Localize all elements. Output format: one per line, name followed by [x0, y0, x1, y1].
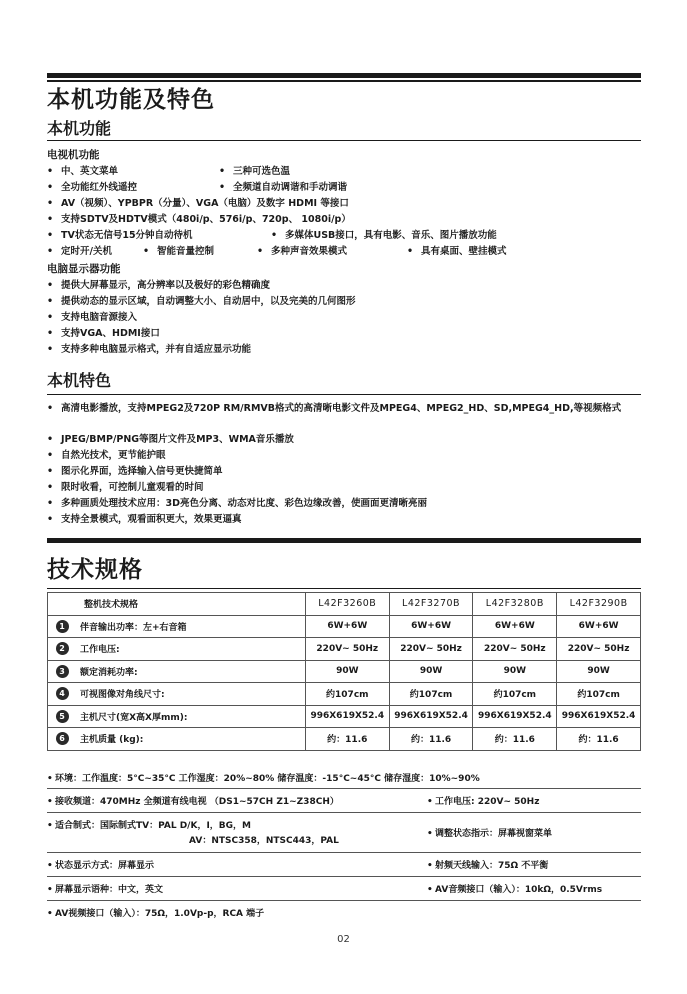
spec-value: 220V~ 50Hz: [473, 638, 557, 661]
tv-item: • 中、英文菜单: [47, 164, 118, 180]
spec-value: 220V~ 50Hz: [305, 638, 389, 661]
feature-item: • 支持全景模式，观看面积更大，效果更逼真: [47, 512, 242, 528]
pc-functions-subheading: 电脑显示器功能: [47, 263, 121, 275]
pc-item: • 提供大屏幕显示，高分辨率以及极好的彩色精确度: [47, 278, 270, 294]
spec-label: 主机质量 (kg):: [76, 728, 305, 751]
spec-row-number: [48, 705, 77, 728]
spec-value: 90W: [389, 660, 473, 683]
spec-value: 996X619X52.4: [473, 705, 557, 728]
spec-value: 约107cm: [305, 683, 389, 706]
row-number-badge: 1: [56, 620, 69, 633]
spec-row: [48, 683, 641, 706]
feature-item: • 多种画质处理技术应用：3D亮色分离、动态对比度、彩色边缘改善，使画面更清晰亮丽: [47, 496, 427, 512]
spec-value: 6W+6W: [389, 615, 473, 638]
tv-item: • 具有桌面、壁挂模式: [407, 244, 507, 260]
spec-value: 996X619X52.4: [305, 705, 389, 728]
tv-item: • 智能音量控制: [143, 244, 214, 260]
specs-heading: 技术规格: [47, 557, 143, 583]
spec-row: [48, 638, 641, 661]
spec-value: 约：11.6: [305, 728, 389, 751]
top-rule-thin: [47, 80, 641, 82]
spec-row: [48, 728, 641, 751]
spec-value: 约：11.6: [473, 728, 557, 751]
working-voltage: • 工作电压: 220V~ 50Hz: [427, 794, 539, 807]
pc-item: • 提供动态的显示区域，自动调整大小、自动居中，以及完美的几何图形: [47, 294, 356, 310]
tv-item: • 定时开/关机: [47, 244, 112, 260]
language-row: [47, 876, 641, 901]
system-row: [47, 812, 641, 853]
spec-label: 主机尺寸(宽X高X厚mm):: [76, 705, 305, 728]
spec-value: 6W+6W: [557, 615, 641, 638]
receive-channels: • 接收频道：470MHz 全频道有线电视 （DS1~57CH Z1~Z38CH）: [47, 794, 339, 807]
row-number-badge: 5: [56, 710, 69, 723]
spec-value: 220V~ 50Hz: [557, 638, 641, 661]
spec-value: 220V~ 50Hz: [389, 638, 473, 661]
tv-item: • TV状态无信号15分钟自动待机: [47, 228, 193, 244]
specs-rule: [47, 588, 641, 589]
display-row: [47, 852, 641, 877]
feature-item: • 图示化界面，选择输入信号更快捷简单: [47, 464, 223, 480]
spec-value: 90W: [557, 660, 641, 683]
spec-value: 996X619X52.4: [389, 705, 473, 728]
row-number-badge: 4: [56, 687, 69, 700]
spec-row: [48, 615, 641, 638]
env-row: [47, 766, 641, 789]
page-title: 本机功能及特色: [47, 87, 215, 113]
spec-row-number: [48, 728, 77, 751]
env-text: • 环境：工作温度：5°C~35°C 工作湿度：20%~80% 储存温度：-15°C~45°C 储存湿度：10%~90%: [47, 771, 480, 784]
feature-item: • 高清电影播放，支持MPEG2及720P RM/RMVB格式的高清晰电影文件及MPEG4、MPEG2_HD、SD,MPEG4_HD,等视频格式: [47, 402, 641, 415]
spec-value: 约：11.6: [557, 728, 641, 751]
features-rule: [47, 394, 641, 395]
tv-item: • AV（视频）、YPBPR（分量）、VGA（电脑）及数字 HDMI 等接口: [47, 196, 349, 212]
spec-header-label: 整机技术规格: [48, 593, 306, 616]
spec-row-number: [48, 683, 77, 706]
spec-label: 工作电压:: [76, 638, 305, 661]
spec-value: 约107cm: [473, 683, 557, 706]
spec-value: 996X619X52.4: [557, 705, 641, 728]
spec-label: 伴音输出功率：左+右音箱: [76, 615, 305, 638]
spec-row-number: [48, 615, 77, 638]
osd-language: • 屏幕显示语种：中文，英文: [47, 882, 163, 895]
av-system: AV：NTSC358，NTSC443，PAL: [189, 836, 339, 846]
status-display: • 状态显示方式：屏幕显示: [47, 858, 154, 871]
tv-functions-subheading: 电视机功能: [47, 149, 100, 161]
top-rule: [47, 73, 641, 78]
receive-row: [47, 788, 641, 813]
spec-value: 6W+6W: [473, 615, 557, 638]
spec-row-number: [48, 638, 77, 661]
feature-item: • 限时收看，可控制儿童观看的时间: [47, 480, 204, 496]
row-number-badge: 3: [56, 665, 69, 678]
adjust-status: • 调整状态指示：屏幕视窗菜单: [427, 826, 552, 839]
section-separator: [47, 538, 641, 543]
row-number-badge: 6: [56, 732, 69, 745]
spec-row: [48, 705, 641, 728]
model-header: L42F3280B: [473, 593, 557, 616]
tv-item: • 全功能红外线遥控: [47, 180, 137, 196]
spec-value: 90W: [473, 660, 557, 683]
functions-rule: [47, 140, 641, 141]
spec-header-row: [48, 593, 641, 616]
model-header: L42F3270B: [389, 593, 473, 616]
spec-table: [47, 592, 641, 751]
rf-input: • 射频天线输入：75Ω 不平衡: [427, 858, 548, 871]
tv-item: • 全频道自动调谐和手动调谐: [219, 180, 347, 196]
page-number: 02: [337, 934, 350, 945]
tv-item: • 三种可选色温: [219, 164, 290, 180]
tv-item: • 多种声音效果模式: [257, 244, 347, 260]
tv-item: • 支持SDTV及HDTV模式（480i/p、576i/p、720p、 1080i/p）: [47, 212, 351, 228]
functions-heading: 本机功能: [47, 119, 112, 138]
model-header: L42F3260B: [305, 593, 389, 616]
pc-item: • 支持电脑音源接入: [47, 310, 137, 326]
av-video-input: • AV视频接口（输入）：75Ω，1.0Vp-p，RCA 端子: [47, 906, 264, 919]
feature-item: • JPEG/BMP/PNG等图片文件及MP3、WMA音乐播放: [47, 432, 294, 448]
spec-value: 6W+6W: [305, 615, 389, 638]
spec-row: [48, 660, 641, 683]
av-video-row: [47, 900, 641, 922]
row-number-badge: 2: [56, 642, 69, 655]
spec-row-number: [48, 660, 77, 683]
pc-item: • 支持多种电脑显示格式，并有自适应显示功能: [47, 342, 251, 358]
model-header: L42F3290B: [557, 593, 641, 616]
features-heading: 本机特色: [47, 371, 112, 390]
spec-value: 约107cm: [389, 683, 473, 706]
tv-system: • 适合制式：国际制式TV：PAL D/K，I，BG，M: [47, 818, 251, 831]
pc-item: • 支持VGA、HDMI接口: [47, 326, 160, 342]
spec-value: 90W: [305, 660, 389, 683]
feature-text: 高清电影播放，支持MPEG2及720P RM/RMVB格式的高清晰电影文件及MPEG4、MPEG2_HD、SD,MPEG4_HD,等视频格式: [61, 403, 622, 414]
feature-item: • 自然光技术，更节能护眼: [47, 448, 166, 464]
av-audio-input: • AV音频接口（输入）：10kΩ，0.5Vrms: [427, 882, 602, 895]
tv-item: • 多媒体USB接口，具有电影、音乐、图片播放功能: [271, 228, 497, 244]
spec-value: 约107cm: [557, 683, 641, 706]
spec-value: 约：11.6: [389, 728, 473, 751]
spec-label: 额定消耗功率:: [76, 660, 305, 683]
spec-label: 可视图像对角线尺寸:: [76, 683, 305, 706]
